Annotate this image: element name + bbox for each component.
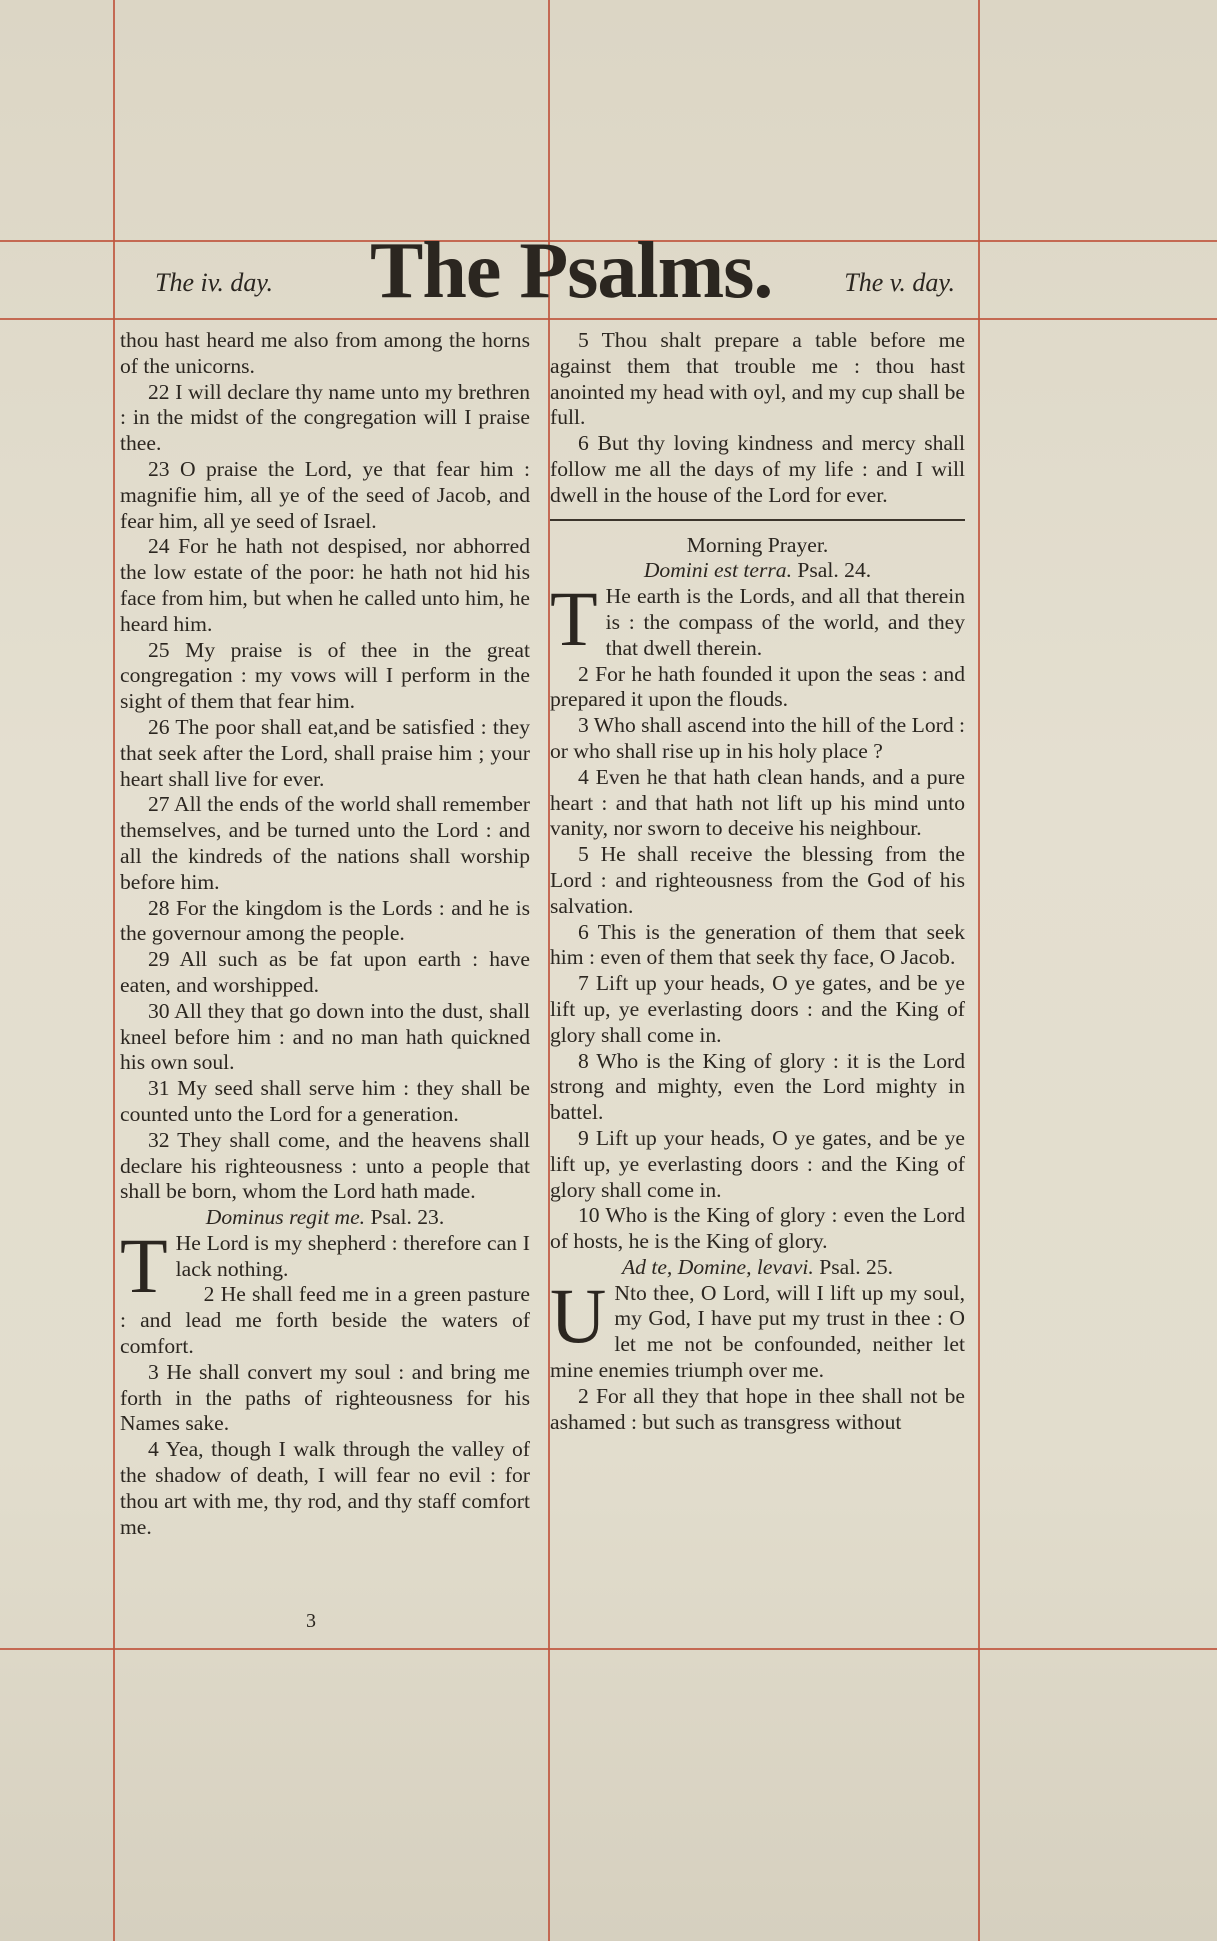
verse: 28 For the kingdom is the Lords : and he is the governour among the people. [120, 895, 530, 946]
verse: 32 They shall come, and the heavens shall declare his righteousness : unto a people that shall be born, whom the Lord hath made. [120, 1127, 530, 1204]
verse: 3 He shall convert my soul : and bring me forth in the paths of righteousness for his Names sake. [120, 1359, 530, 1436]
verse: 6 This is the generation of them that seek him : even of them that seek thy face, O Jacob. [550, 919, 965, 970]
verse: 8 Who is the King of glory : it is the Lord strong and mighty, even the Lord mighty in battel. [550, 1048, 965, 1125]
header-day-right: The v. day. [844, 268, 955, 297]
psalm-number: Psal. 23. [370, 1205, 445, 1230]
verse: 7 Lift up your heads, O ye gates, and be ye lift up, ye everlasting doors : and the King of glory shall come in. [550, 971, 965, 1047]
verse: 6 But thy loving kindness and mercy shall follow me all the days of my life : and I will dwell in the house of the Lord for ever. [550, 431, 965, 507]
section-heading: Morning Prayer. [686, 532, 829, 557]
psalm-latin-title: Ad te, Domine, levavi. [621, 1254, 814, 1279]
drop-cap: U [550, 1271, 607, 1359]
verse: 5 Thou shalt prepare a table before me against them that trouble me : thou hast anointed my head with oyl, and my cup shall be full. [550, 328, 965, 430]
verse: 25 My praise is of thee in the great congregation : my vows will I perform in the sight of them that fear him. [120, 637, 530, 714]
verse: 4 Yea, though I walk through the valley of the shadow of death, I will fear no evil : for thou art with me, thy rod, and thy staff comfort me. [120, 1437, 530, 1539]
verse: 31 My seed shall serve him : they shall be counted unto the Lord for a generation. [120, 1076, 530, 1126]
drop-cap: T [120, 1221, 168, 1309]
verse: 2 For all they that hope in thee shall not be ashamed : but such as transgress without [550, 1383, 965, 1434]
verse: 23 O praise the Lord, ye that fear him : magnifie him, all ye of the seed of Jacob, and fear him, all ye seed of Israel. [120, 456, 530, 533]
psalm-number: Psal. 24. [797, 558, 872, 583]
verse: 24 For he hath not despised, nor abhorred the low estate of the poor: he hath not hid his face from him, but when he called unto him, he heard him. [120, 534, 530, 636]
psalm-latin-title: Domini est terra. [643, 558, 792, 583]
verse: 30 All they that go down into the dust, shall kneel before him : and no man hath quickned his own soul. [120, 998, 530, 1075]
verse: 2 For he hath founded it upon the seas : and prepared it upon the flouds. [550, 661, 965, 712]
verse: 5 He shall receive the blessing from the Lord : and righteousness from the God of his salvation. [550, 842, 965, 918]
page-number: 3 [306, 1610, 316, 1632]
verse: 22 I will declare thy name unto my brethren : in the midst of the congregation will I praise thee. [120, 379, 530, 456]
psalm-heading [120, 1205, 530, 1231]
psalm-first-verse: U Nto thee, O Lord, will I lift up my soul, my God, I have put my trust in thee : O let me not be confounded, neither let mine enemies triumph over me. [550, 1271, 965, 1383]
verse: 26 The poor shall eat,and be satisfied : they that seek after the Lord, shall praise him ; your heart shall live for ever. [120, 714, 530, 791]
psalm-latin-title: Dominus regit me. [205, 1205, 366, 1230]
verse: 9 Lift up your heads, O ye gates, and be ye lift up, ye everlasting doors : and the King of glory shall come in. [550, 1125, 965, 1202]
drop-cap: T [550, 575, 598, 663]
verse: 27 All the ends of the world shall remember themselves, and be turned unto the Lord : and all the kindreds of the nations shall worship before him. [120, 792, 530, 894]
psalm-heading [550, 558, 965, 584]
margin-rule [0, 1648, 1217, 1650]
verse: thou hast heard me also from among the horns of the unicorns. [120, 328, 530, 378]
psalm-number: Psal. 25. [819, 1254, 894, 1279]
page-title: The Psalms. [370, 227, 773, 315]
right-column [550, 328, 965, 1435]
running-header [115, 227, 975, 315]
verse: 4 Even he that hath clean hands, and a pure heart : and that hath not lift up his mind unto vanity, nor sworn to deceive his neighbour. [550, 764, 965, 841]
verse: 2 He shall feed me in a green pasture : and lead me forth beside the waters of comfort. [120, 1282, 530, 1359]
verse: 10 Who is the King of glory : even the Lord of hosts, he is the King of glory. [550, 1203, 965, 1254]
psalm-heading [550, 1255, 965, 1281]
header-day-left: The iv. day. [155, 268, 273, 297]
section-divider [550, 519, 965, 521]
psalm-first-verse: T He Lord is my shepherd : therefore can I lack nothing. [120, 1221, 530, 1309]
left-column [120, 328, 530, 1540]
margin-rule [0, 318, 1217, 320]
verse: 3 Who shall ascend into the hill of the Lord : or who shall rise up in his holy place ? [550, 713, 966, 763]
psalm-first-verse: T He earth is the Lords, and all that therein is : the compass of the world, and they that dwell therein. [550, 575, 965, 663]
verse: 29 All such as be fat upon earth : have eaten, and worshipped. [120, 947, 530, 997]
